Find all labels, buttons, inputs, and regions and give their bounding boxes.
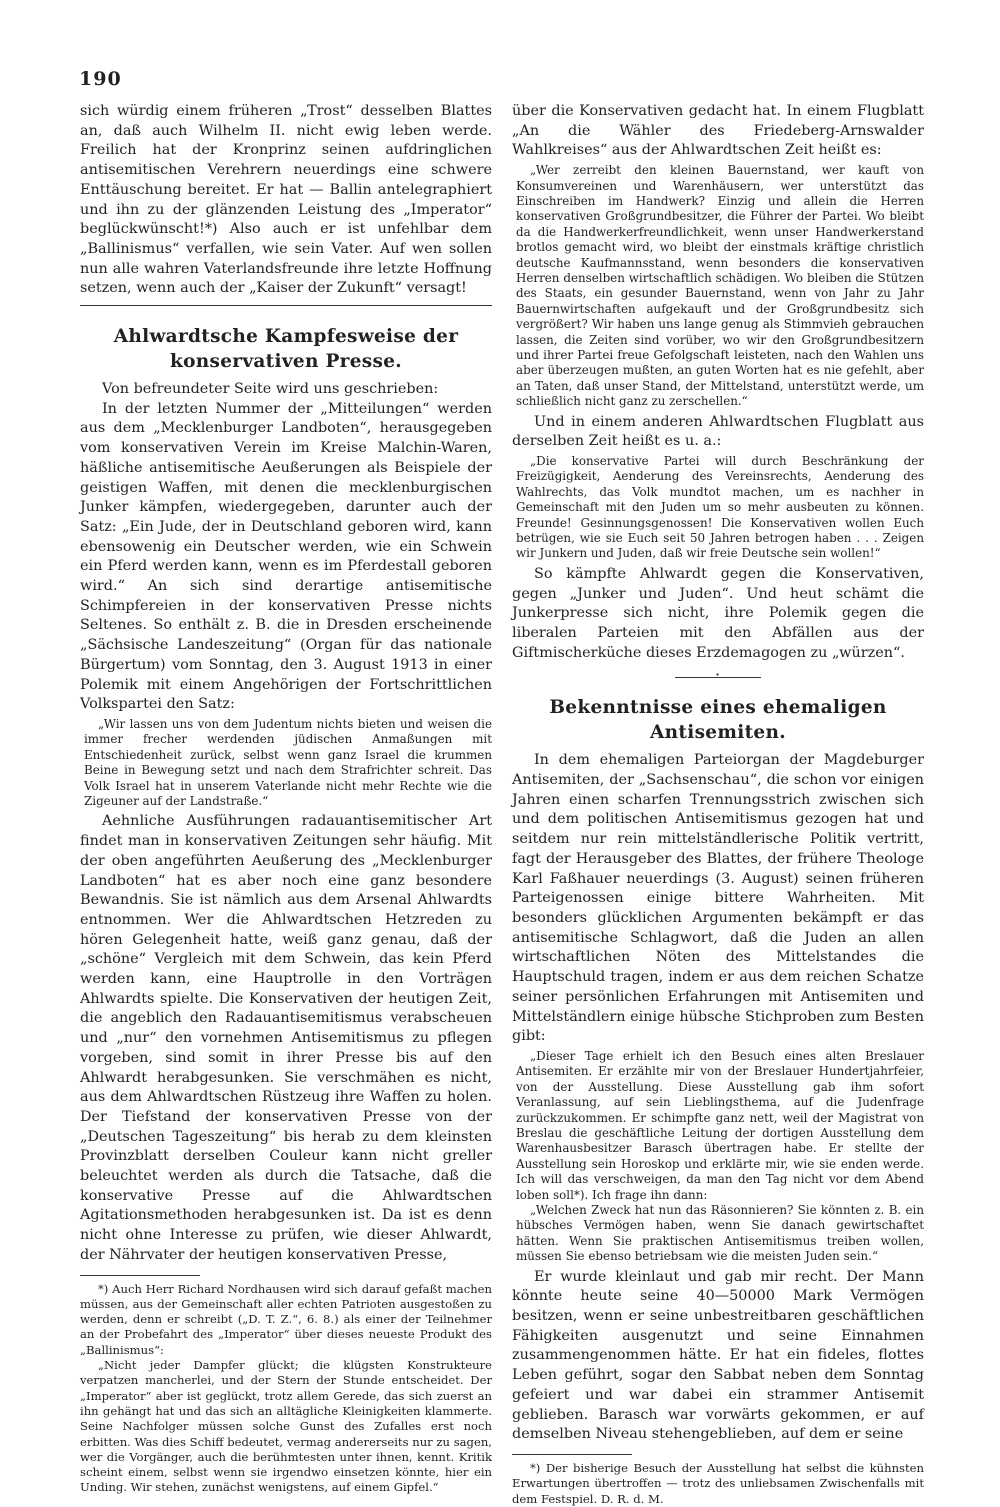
footnote: *) Der bisherige Besuch der Ausstellung hat selbst die kühnsten Erwartungen übertroffen — trotz des unliebsamen Zwischenfalls mit dem Festspiel. D. R. d. M. [512,1460,924,1506]
article-paragraph: Aehnliche Ausführungen radauantisemitischer Art findet man in konservativen Zeitungen sehr häufig. Mit der oben angeführten Aeußerung des „Mecklenburger Landboten“ hat es aber noch eine ganz besondere Bewandnis. Sie ist nämlich aus dem Arsenal Ahlwardts entnommen. Wer die Ahlwardtschen Hetzreden zu hören Gelegenheit hatte, weiß ganz genau, daß der „schöne“ Vergleich mit dem Schwein, das kein Pferd werden kann, eine Hauptrolle in den Vorträgen Ahlwardts spielte. Die Konservativen der heutigen Zeit, die angeblich den Radauantisemitismus verabscheuen und „nur“ den vornehmen Antisemitismus zu pflegen vorgeben, sind somit in ihrer Presse bis auf den Ahlwardt herabgesunken. Sie verschmähen es nicht, aus dem Ahlwardtschen Rüstzeug ihre Waffen zu holen. Der Tiefstand der konservativen Presse von der „Deutschen Tageszeitung“ bis herab zu dem kleinsten Provinzblatt derselben Couleur kann nicht greller beleuchtet werden als durch die Tatsache, daß die konservative Presse auf die Ahlwardtschen Agitationsmethoden herabgesunken ist. Da ist es denn nicht ohne Interesse zu prüfen, wie dieser Ahlwardt, der Nährvater der heutigen konservativen Presse, [80,813,492,1263]
right-column [512,102,924,1507]
block-quote: „Wer zerreibt den kleinen Bauernstand, wer kauft von Konsumvereinen und Warenhäusern, wer unterstützt das Einschreiben im Handwerk? Einzig und allein die Herren konservativen Großgrundbesitzer, die Führer der Partei. Wo bleibt da die Handwerkerfreundlichkeit, wenn unser Handwerkerstand brotlos gemacht wird, wo bleibt der einstmals kräftige christlich deutsche Kaufmannsstand, wenn besonders die konservativen Herren denselben wirtschaftlich schädigen. Wo bleiben die Stützen des Staats, ein gesunder Bauernstand, wenn von Jahr zu Jahr Bauernwirtschaften aufgekauft und der Großgrundbesitz sich vergrößert? Wir haben uns lange genug als Stimmvieh gebrauchen lassen, die Zeiten sind vorüber, wo wir den Großgrundbesitzern und ihrer Partei freue Gefolgschaft leisteten, nach den Wahlen uns aber überzeugen mußten, an guten Worten hat es nie gefehlt, aber an Taten, daß unser Stand, der Mittelstand, unterstützt werde, um schließlich nicht ganz zu zerschellen.“ [516,163,924,409]
block-quote: „Dieser Tage erhielt ich den Besuch eines alten Breslauer Antisemiten. Er erzählte mir von der Breslauer Hundertjahrfeier, von der Ausstellung. Diese Ausstellung gab ihm sofort Veranlassung, auf sein Lieblingsthema, auf die Judenfrage zurückzukommen. Er schimpfte ganz nett, weil der Magistrat von Breslau die geschäftliche Leitung der dortigen Ausstellung dem Warenhausbesitzer Barasch übertragen habe. Er stellte der Ausstellung sein Horoskop und erklärte mir, wie sie enden werde. Ich will das verschweigen, da man den Tag nicht vor dem Abend loben soll*). Ich frage ihn dann: [516,1048,924,1202]
block-quote: „Welchen Zweck hat nun das Räsonnieren? Sie könnten z. B. ein hübsches Vermögen haben, wenn Sie danach gewirtschaftet hätten. Wenn Sie praktischen Antisemitismus treiben wollen, müssen Sie ebenso betriebsam wie die meisten Juden sein.“ [516,1202,924,1264]
article-heading: Ahlwardtsche Kampfesweise der konservativen Presse. [113,326,459,373]
article-paragraph: So kämpfte Ahlwardt gegen die Konservativen, gegen „Junker und Juden“. Und heut schämt die Junkerpresse sich nicht, ihre Polemik gegen die liberalen Parteien mit den Abfällen aus der Giftmischerküche dieses Erzdemagogen zu „würzen“. [512,565,924,661]
footnote: *) Auch Herr Richard Nordhausen wird sich darauf gefaßt machen müssen, aus der Gemeinschaft aller echten Patrioten ausgestoßen zu werden, denn er schreibt („D. T. Z.“, 6. 8.) als einer der Teilnehmer an der Probefahrt des „Imperator“ über dieses neueste Produkt des „Ballinismus“: [80,1281,492,1357]
article-paragraph: über die Konservativen gedacht hat. In einem Flugblatt „An die Wähler des Friedeberg-Arnswalder Wahlkreises“ aus der Ahlwardtschen Zeit heißt es: [512,103,924,159]
article-heading: Bekenntnisse eines ehemaligen Antisemiten. [549,697,887,744]
article-paragraph: In dem ehemaligen Parteiorgan der Magdeburger Antisemiten, der „Sachsenschau“, die schon vor einigen Jahren einen scharfen Trennungsstrich zwischen sich und dem politischen Antisemitismus gezogen hat und seitdem nur rein mittelständlerische Politik vertritt, fagt der Herausgeber des Blattes, der frühere Theologe Karl Faßhauer neuerdings (3. August) seinen früheren Parteigenossen einige bittere Wahrheiten. Mit besonders glücklichen Argumenten bekämpft er das antisemitische Schlagwort, daß die Juden an allen wirtschaftlichen Nöten des Mittelstandes die Hauptschuld tragen, indem er aus dem reichen Schatze seiner persönlichen Erfahrungen mit Antisemiten und Mittelständlern einige hübsche Stichproben zum Besten gibt: [512,752,924,1045]
page-number: 190 [79,68,122,90]
article-paragraph: Er wurde kleinlaut und gab mir recht. Der Mann könnte heute seine 40—50000 Mark Vermögen besitzen, wenn er seine unbestreitbaren geschäftlichen Fähigkeiten ausgenutzt und seine Einnahmen zusammengenommen hätte. Er hat ein fideles, flottes Leben geführt, sogar den Sabbat neben dem Sonntag gefeiert und war dabei ein strammer Antisemit geblieben. Barasch war vorwärts gekommen, er auf demselben Niveau stehengeblieben, auf dem er seine [512,1268,924,1443]
intro-paragraph: sich würdig einem früheren „Trost“ desselben Blattes an, daß auch Wilhelm II. nicht ewig leben werde. Freilich hat der Kronprinz seinen aufdringlichen antisemitischen Verehrern neuerdings eine schwere Enttäuschung bereitet. Er hat — Ballin antelegraphiert und ihn zu der glänzenden Leistung des „Imperator“ beglückwünscht!*) Also auch er ist unfehlbar dem „Ballinismus“ verfallen, wie sein Vater. Auf wen sollen nun alle wahren Vaterlandsfreunde ihre letzte Hoffnung setzen, wenn auch der „Kaiser der Zukunft“ versagt! [80,103,492,297]
footnote-quote: „Nicht jeder Dampfer glückt; die klügsten Konstrukteure verpatzen mancherlei, und der Stern der Stunde entscheidet. Der „Imperator“ aber ist geglückt, trotz allem Gerede, das sich zuerst an ihn gehängt hat und das sich an alltägliche Kleinigkeiten klammerte. Seine Nachfolger müssen solche Gunst des Zufalles erst noch erbitten. Was dies Schiff bedeutet, vermag andererseits nur zu sagen, wer die Vorgänger, auch die berühmtesten unter ihnen, kennt. Kritik scheint einem, selbst wenn sie irgendwo einsetzen könnte, hier ein Unding. Wir stehen, zunächst wenigstens, auf einem Gipfel.“ [80,1358,492,1495]
ornament-divider [512,671,924,683]
block-quote: „Wir lassen uns von dem Judentum nichts bieten und weisen die immer frecher werdenden jüdischen Anmaßungen mit Entschiedenheit zurück, selbst wenn ganz Israel die krummen Beine in Bewegung setzt und nach dem Strafrichter schreit. Das Volk Israel hat in unserem Vaterlande nicht mehr Rechte wie die Zigeuner auf der Landstraße.“ [84,716,492,809]
article-paragraph: Von befreundeter Seite wird uns geschrieben: [102,381,439,398]
block-quote: „Die konservative Partei will durch Beschränkung der Freizügigkeit, Aenderung des Vereinsrechts, Aenderung des Wahlrechts, das Volk mundtot machen, um es nachher in Gemeinschaft mit den Juden um so mehr ausbeuten zu können. Freunde! Gesinnungsgenossen! Die Konservativen wollen Euch betrügen, wie sie Euch seit 50 Jahren betrogen haben . . . Zeigen wir Junkern und Juden, daß wir freie Deutsche sein wollen!“ [516,454,924,561]
article-paragraph: Und in einem anderen Ahlwardtschen Flugblatt aus derselben Zeit heißt es u. a.: [512,413,924,450]
left-column [80,102,492,1496]
article-paragraph: In der letzten Nummer der „Mitteilungen“ werden aus dem „Mecklenburger Landboten“, herausgegeben vom konservativen Verein im Kreise Malchin-Waren, häßliche antisemitische Aeußerungen als Beispiele der geistigen Waffen, mit denen die mecklenburgischen Junker kämpfen, wiedergegeben, darunter auch der Satz: „Ein Jude, der in Deutschland geboren wird, kann ebensowenig ein Deutscher werden, wie ein Schwein ein Pferd werden kann, wenn es im Pferdestall geboren wird.“ An sich sind derartige antisemitische Schimpfereien in der konservativen Presse nichts Seltenes. So enthält z. B. die in Dresden erscheinende „Sächsische Landeszeitung“ (Organ für das nationale Bürgertum) vom Sonntag, den 3. August 1913 in einer Polemik mit einem Angehörigen der Fortschrittlichen Volkspartei den Satz: [80,400,492,713]
